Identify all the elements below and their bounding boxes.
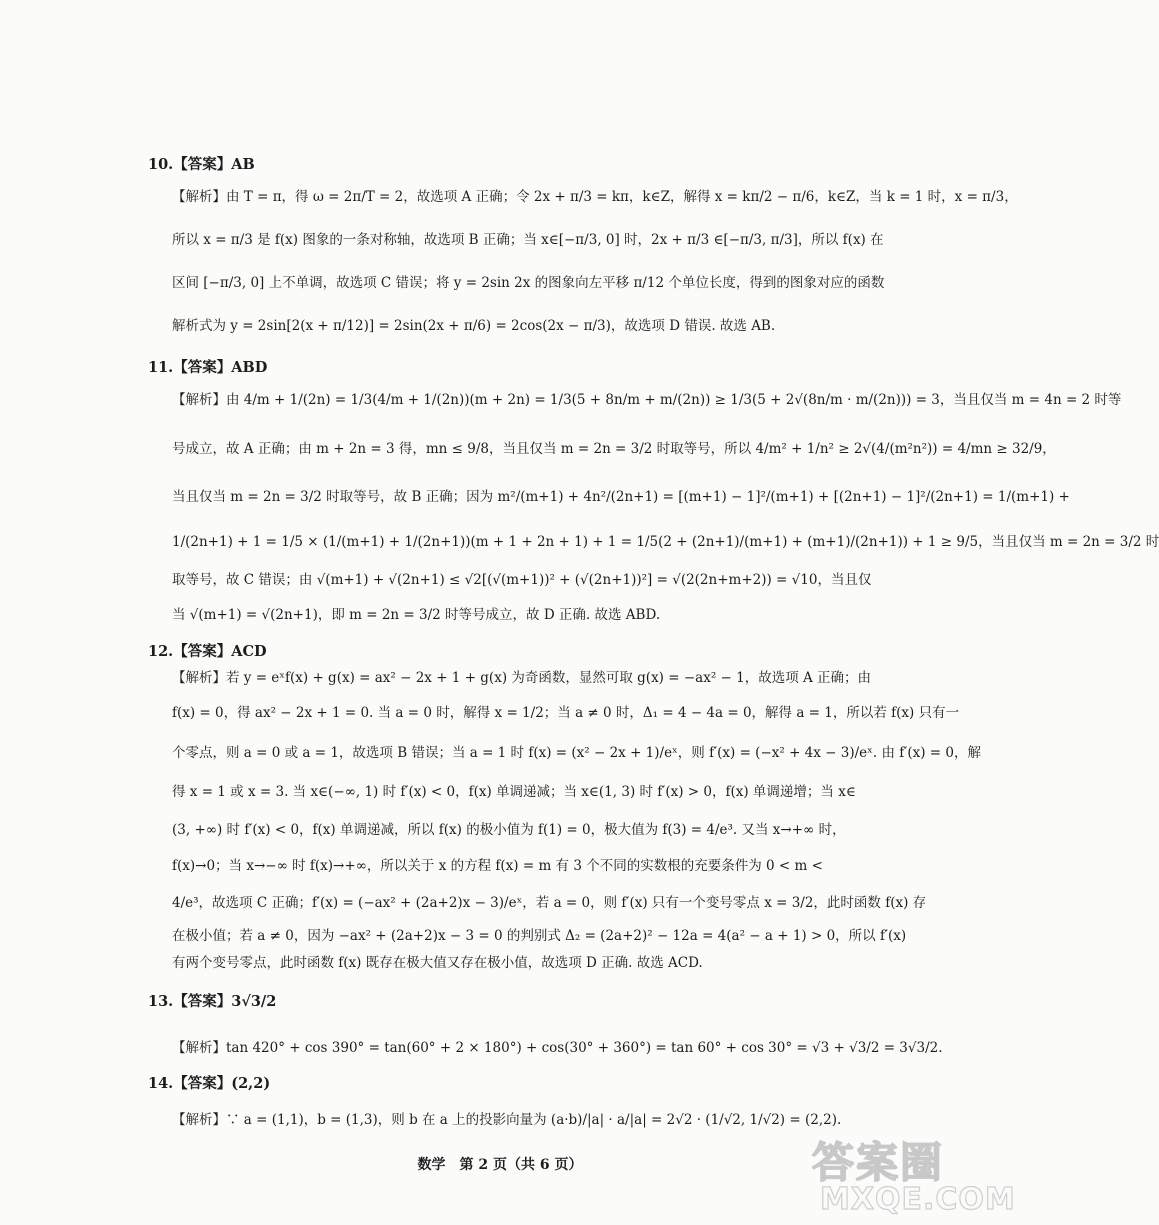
q12-line-1: 【解析】若 y = eˣf(x) + g(x) = ax² − 2x + 1 + g(x) 为奇函数，显然可取 g(x) = −ax² − 1，故选项 A 正确；由 [172, 670, 872, 686]
q12-line-2: f(x) = 0，得 ax² − 2x + 1 = 0. 当 a = 0 时，解得 x = 1/2；当 a ≠ 0 时，Δ₁ = 4 − 4a = 0，解得 a = 1，所以若 f(x) 只有一 [172, 705, 960, 721]
q14-answer: 14.【答案】(2,2) [148, 1075, 271, 1092]
q13-line-1: 【解析】tan 420° + cos 390° = tan(60° + 2 × 180°) + cos(30° + 360°) = tan 60° + cos 30° = √3 + √3/2 = 3√3/2. [172, 1040, 943, 1056]
q11-line-4: 1/(2n+1) + 1 = 1/5 × (1/(m+1) + 1/(2n+1))(m + 1 + 2n + 1) + 1 = 1/5(2 + (2n+1)/(m+1) + (m+1)/(2n+1)) + 1 ≥ 9/5，当且仅当 m = 2n = 3/2 时 [172, 534, 1159, 550]
watermark-en: MXQE.COM [820, 1182, 1016, 1217]
q10-line-1: 【解析】由 T = π，得 ω = 2π/T = 2，故选项 A 正确；令 2x + π/3 = kπ，k∈Z，解得 x = kπ/2 − π/6，k∈Z，当 k = 1 时，x = π/3， [172, 189, 1018, 205]
q11-line-6: 当 √(m+1) = √(2n+1)，即 m = 2n = 3/2 时等号成立，故 D 正确. 故选 ABD. [172, 607, 661, 623]
q13-answer: 13.【答案】3√3/2 [148, 993, 277, 1010]
q11-line-3: 当且仅当 m = 2n = 3/2 时取等号，故 B 正确；因为 m²/(m+1) + 4n²/(2n+1) = [(m+1) − 1]²/(m+1) + [(2n+1) − 1]²/(2n+1) = 1/(m+1) + [172, 489, 1070, 505]
watermark-cn: 答案圈 [812, 1138, 945, 1187]
q11-line-5: 取等号，故 C 错误；由 √(m+1) + √(2n+1) ≤ √2[(√(m+1))² + (√(2n+1))²] = √(2(2n+m+2)) = √10，当且仅 [172, 572, 872, 588]
q12-line-4: 得 x = 1 或 x = 3. 当 x∈(−∞, 1) 时 f′(x) < 0，f(x) 单调递减；当 x∈(1, 3) 时 f′(x) > 0，f(x) 单调递增；当 x∈ [172, 784, 856, 800]
q12-answer: 12.【答案】ACD [148, 643, 267, 660]
q10-answer: 10.【答案】AB [148, 156, 255, 173]
q10-line-4: 解析式为 y = 2sin[2(x + π/12)] = 2sin(2x + π/6) = 2cos(2x − π/3)，故选项 D 错误. 故选 AB. [172, 318, 776, 334]
q12-line-5: (3, +∞) 时 f′(x) < 0，f(x) 单调递减，所以 f(x) 的极小值为 f(1) = 0，极大值为 f(3) = 4/e³. 又当 x→+∞ 时， [172, 822, 846, 838]
q12-line-3: 个零点，则 a = 0 或 a = 1，故选项 B 错误；当 a = 1 时 f(x) = (x² − 2x + 1)/eˣ，则 f′(x) = (−x² + 4x − 3)/eˣ. 由 f′(x) = 0，解 [172, 745, 981, 761]
q14-line-1: 【解析】∵ a = (1,1)，b = (1,3)，则 b 在 a 上的投影向量为 (a·b)/|a| · a/|a| = 2√2 · (1/√2, 1/√2) = (2,2). [172, 1112, 842, 1128]
q12-line-9: 有两个变号零点，此时函数 f(x) 既存在极大值又存在极小值，故选项 D 正确. 故选 ACD. [172, 955, 703, 971]
q12-line-6: f(x)→0；当 x→−∞ 时 f(x)→+∞，所以关于 x 的方程 f(x) = m 有 3 个不同的实数根的充要条件为 0 < m < [172, 858, 823, 874]
q10-line-3: 区间 [−π/3, 0] 上不单调，故选项 C 错误；将 y = 2sin 2x 的图象向左平移 π/12 个单位长度，得到的图象对应的函数 [172, 275, 885, 291]
page-footer: 数学 第 2 页（共 6 页） [417, 1157, 583, 1173]
watermark-logo [812, 1130, 1016, 1222]
q10-line-2: 所以 x = π/3 是 f(x) 图象的一条对称轴，故选项 B 正确；当 x∈[−π/3, 0] 时，2x + π/3 ∈[−π/3, π/3]，所以 f(x) 在 [172, 232, 884, 248]
q11-line-1: 【解析】由 4/m + 1/(2n) = 1/3(4/m + 1/(2n))(m + 2n) = 1/3(5 + 8n/m + m/(2n)) ≥ 1/3(5 + 2√(8n/m · m/(2n))) = 3，当且仅当 m = 4n = 2 时等 [172, 392, 1122, 408]
q12-line-8: 在极小值；若 a ≠ 0，因为 −ax² + (2a+2)x − 3 = 0 的判别式 Δ₂ = (2a+2)² − 12a = 4(a² − a + 1) > 0，所以 f′(x) [172, 928, 907, 944]
q11-line-2: 号成立，故 A 正确；由 m + 2n = 3 得，mn ≤ 9/8，当且仅当 m = 2n = 3/2 时取等号，所以 4/m² + 1/n² ≥ 2√(4/(m²n²)) = 4/mn ≥ 32/9， [172, 441, 1056, 457]
q11-answer: 11.【答案】ABD [148, 359, 268, 376]
q12-line-7: 4/e³，故选项 C 正确；f′(x) = (−ax² + (2a+2)x − 3)/eˣ，若 a = 0，则 f′(x) 只有一个变号零点 x = 3/2，此时函数 f(x) 存 [172, 895, 927, 911]
